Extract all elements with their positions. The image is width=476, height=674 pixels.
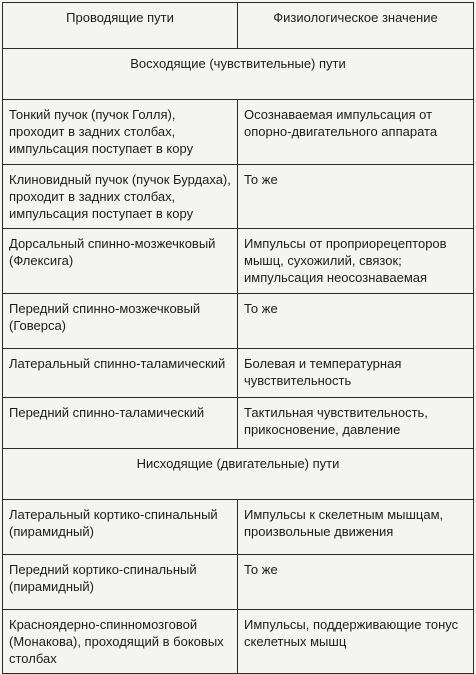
table-row bbox=[3, 500, 474, 555]
section-row-descending bbox=[3, 449, 474, 500]
meaning-cell: Импульсы, поддерживающие тонус скелетных мышц bbox=[238, 610, 474, 674]
table-row bbox=[3, 349, 474, 398]
column-header-pathways: Проводящие пути bbox=[3, 3, 238, 49]
meaning-cell: Импульсы от проприорецепторов мышц, сухожилий, связок; импульсация неосознаваемая bbox=[238, 229, 474, 294]
pathway-cell: Передний кортико-спинальный (пирамидный) bbox=[3, 555, 238, 610]
table-row bbox=[3, 229, 474, 294]
column-header-physiological-meaning: Физиологическое значение bbox=[238, 3, 474, 49]
section-row-ascending bbox=[3, 49, 474, 100]
table-row bbox=[3, 294, 474, 349]
pathway-cell: Передний спинно-таламический bbox=[3, 398, 238, 449]
pathway-cell: Латеральный кортико-спинальный (пирамидный) bbox=[3, 500, 238, 555]
pathway-cell: Красноядерно-спинномозговой (Монакова), проходящий в боковых столбах bbox=[3, 610, 238, 674]
meaning-cell: То же bbox=[238, 165, 474, 229]
meaning-cell: Импульсы к скелетным мышцам, произвольные движения bbox=[238, 500, 474, 555]
table-row bbox=[3, 555, 474, 610]
meaning-cell: То же bbox=[238, 555, 474, 610]
pathway-cell: Клиновидный пучок (пучок Бурдаха), проходит в задних столбах, импульсация поступает в кору bbox=[3, 165, 238, 229]
meaning-cell: Болевая и температурная чувствительность bbox=[238, 349, 474, 398]
pathway-cell: Тонкий пучок (пучок Голля), проходит в задних столбах, импульсация поступает в кору bbox=[3, 100, 238, 165]
meaning-cell: Тактильная чувствительность, прикосновение, давление bbox=[238, 398, 474, 449]
section-title-ascending: Восходящие (чувствительные) пути bbox=[3, 49, 474, 100]
pathway-cell: Латеральный спинно-таламический bbox=[3, 349, 238, 398]
meaning-cell: Осознаваемая импульсация от опорно-двигательного аппарата bbox=[238, 100, 474, 165]
table-row bbox=[3, 398, 474, 449]
table-row bbox=[3, 165, 474, 229]
pathway-cell: Дорсальный спинно-мозжечковый (Флексига) bbox=[3, 229, 238, 294]
table-row bbox=[3, 610, 474, 674]
table-row bbox=[3, 100, 474, 165]
table-header-row bbox=[3, 3, 474, 49]
pathway-cell: Передний спинно-мозжечковый (Говерса) bbox=[3, 294, 238, 349]
pathways-table bbox=[2, 2, 474, 674]
meaning-cell: То же bbox=[238, 294, 474, 349]
section-title-descending: Нисходящие (двигательные) пути bbox=[3, 449, 474, 500]
